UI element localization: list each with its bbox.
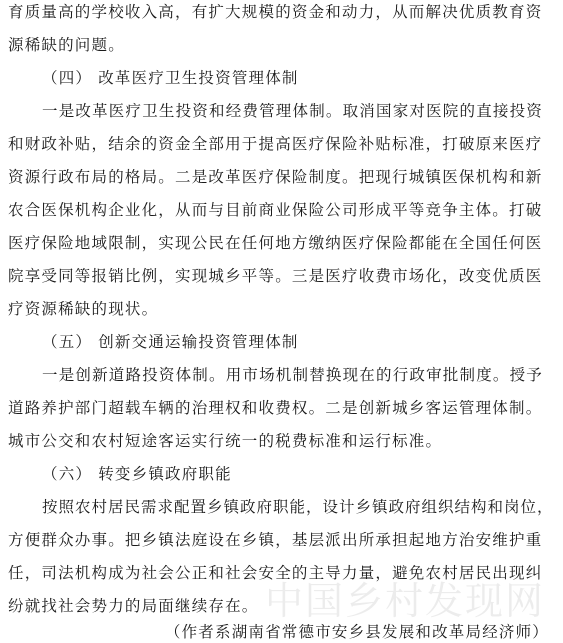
text-line: 一是改革医疗卫生投资和经费管理体制。取消国家对医院的直接投资 xyxy=(42,102,544,120)
section-heading: （四） 改革医疗卫生投资管理体制 xyxy=(42,69,299,87)
text-line: 农合医保机构企业化，从而与目前商业保险公司形成平等竞争主体。打破 xyxy=(8,201,543,219)
text-line: 方便群众办事。把乡镇法庭设在乡镇，基层派出所承担起地方治安维护重 xyxy=(8,531,543,549)
text-line: 任，司法机构成为社会公正和社会安全的主导力量，避免农村居民出现纠 xyxy=(8,564,543,582)
text-line: 育质量高的学校收入高，有扩大规模的资金和动力，从而解决优质教育资 xyxy=(8,3,543,21)
text-line: 院享受同等报销比例，实现城乡平等。三是医疗收费市场化，改变优质医 xyxy=(8,267,543,285)
text-line: 疗资源稀缺的现状。 xyxy=(8,300,159,318)
text-line: 按照农村居民需求配置乡镇政府职能，设计乡镇政府组织结构和岗位， xyxy=(42,498,554,516)
text-line: 道路养护部门超载车辆的治理权和收费权。二是创新城乡客运管理体制。 xyxy=(8,399,543,417)
text-line: 资源行政布局的格局。二是改革医疗保险制度。把现行城镇医保机构和新 xyxy=(8,168,543,186)
section-heading: （五） 创新交通运输投资管理体制 xyxy=(42,333,299,351)
text-line: 城市公交和农村短途客运实行统一的税费标准和运行标准。 xyxy=(8,432,443,450)
author-signature: （作者系湖南省常德市安乡县发展和改革局经济师） xyxy=(164,623,549,641)
section-heading: （六） 转变乡镇政府职能 xyxy=(42,465,232,483)
text-line: 和财政补贴，结余的资金全部用于提高医疗保险补贴标准，打破原来医疗 xyxy=(8,135,543,153)
text-line: 纷就找社会势力的局面继续存在。 xyxy=(8,597,259,615)
text-line: 源稀缺的问题。 xyxy=(8,36,125,54)
text-line: 医疗保险地域限制，实现公民在任何地方缴纳医疗保险都能在全国任何医 xyxy=(8,234,543,252)
watermark: 中国乡村发现网 xyxy=(264,579,545,623)
text-line: 一是创新道路投资体制。用市场机制替换现在的行政审批制度。授予 xyxy=(42,366,544,384)
